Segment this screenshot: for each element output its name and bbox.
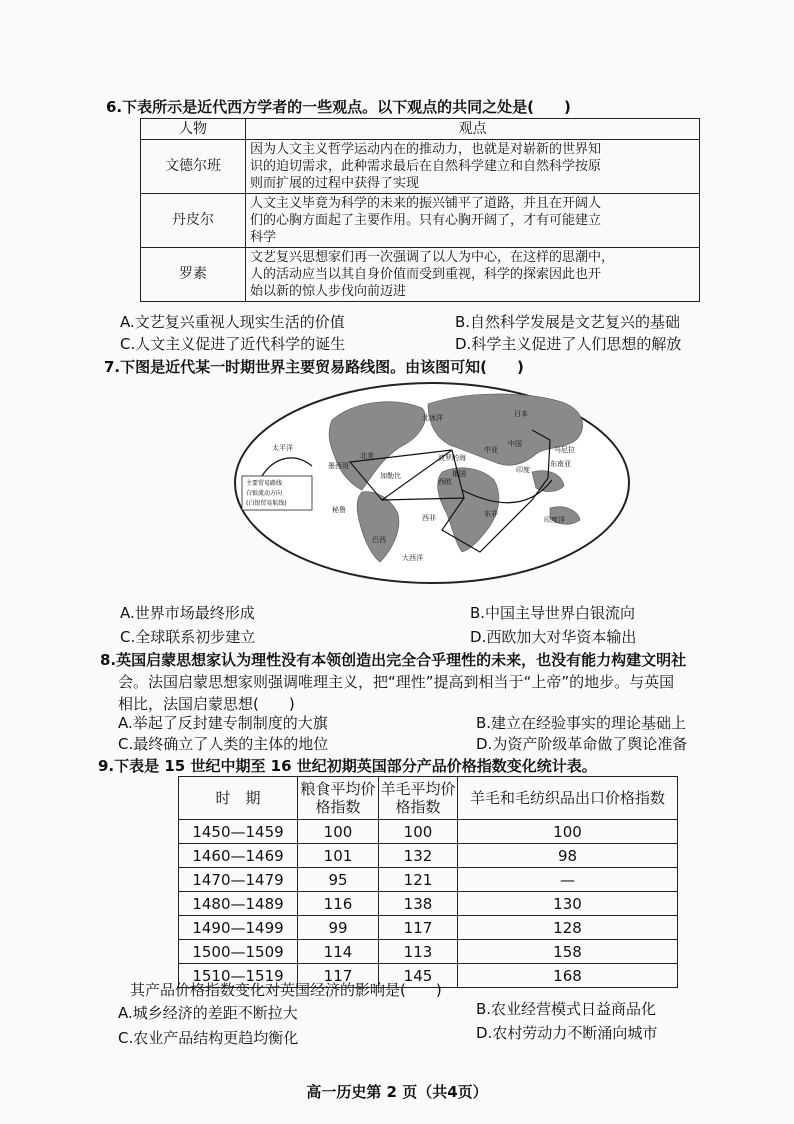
table-row <box>179 892 678 916</box>
map-label: 西欧 <box>438 478 452 486</box>
table-cell: 1510—1519 <box>179 964 298 988</box>
viewpoint-cell <box>246 248 700 302</box>
table-cell: 121 <box>379 868 458 892</box>
table-cell: 1480—1489 <box>179 892 298 916</box>
map-label: 秘鲁 <box>332 506 346 514</box>
map-label: 印度 <box>516 466 530 474</box>
table-cell: 99 <box>298 916 379 940</box>
table-row <box>179 940 678 964</box>
legend-text: 白银流动方向 <box>246 490 283 497</box>
table-cell: 95 <box>298 868 379 892</box>
map-label: 北冰洋 <box>422 414 443 422</box>
q6-option-c[interactable]: C.人文主义促进了近代科学的诞生 <box>120 335 346 353</box>
map-label: 俄国 <box>452 470 466 478</box>
table-cell: 145 <box>379 964 458 988</box>
q9-ask: 其产品价格指数变化对英国经济的影响是( ) <box>130 981 442 999</box>
header-viewpoint: 观点 <box>246 119 700 140</box>
q7-stem: 7.下图是近代某一时期世界主要贸易路线图。由该图可知( ) <box>104 358 524 376</box>
map-label: 巴西 <box>372 536 386 544</box>
table-cell: 1460—1469 <box>179 844 298 868</box>
table-cell: 116 <box>298 892 379 916</box>
table-cell: 100 <box>379 820 458 844</box>
legend-text: (白银贸易航线) <box>246 500 287 507</box>
q6-table <box>140 118 700 302</box>
table-cell: 158 <box>458 940 678 964</box>
viewpoint-line: 始以新的惊人步伐向前迈进 <box>250 284 407 299</box>
header-wool: 羊毛平均价格指数 <box>379 777 458 820</box>
map-label: 加勒比 <box>380 472 401 480</box>
map-label: 印度洋 <box>544 516 565 524</box>
table-cell: 100 <box>298 820 379 844</box>
q9-option-b[interactable]: B.农业经营模式日益商品化 <box>476 1000 657 1018</box>
table-row <box>179 916 678 940</box>
table-cell: — <box>458 868 678 892</box>
viewpoint-line: 科学 <box>250 230 277 245</box>
q8-option-a[interactable]: A.举起了反封建专制制度的大旗 <box>118 714 328 732</box>
table-cell: 1470—1479 <box>179 868 298 892</box>
q9-table <box>178 776 678 988</box>
map-label: 墨西哥 <box>328 462 349 470</box>
q8-option-d[interactable]: D.为资产阶级革命做了舆论准备 <box>476 735 688 753</box>
table-cell: 168 <box>458 964 678 988</box>
table-row <box>179 868 678 892</box>
viewpoint-line: 人文主义毕竟为科学的未来的振兴铺平了道路，并且在开阔人 <box>250 196 602 211</box>
table-cell: 128 <box>458 916 678 940</box>
map-label: 北美 <box>360 452 374 460</box>
table-cell: 1490—1499 <box>179 916 298 940</box>
table-row <box>141 194 700 248</box>
table-row <box>179 820 678 844</box>
q9-option-c[interactable]: C.农业产品结构更趋均衡化 <box>118 1029 299 1047</box>
map-label: 波罗的海 <box>438 454 466 462</box>
q7-option-d[interactable]: D.西欧加大对华资本输出 <box>470 628 637 646</box>
q6-option-d[interactable]: D.科学主义促进了人们思想的解放 <box>455 335 682 353</box>
viewpoint-cell <box>246 194 700 248</box>
q7-option-b[interactable]: B.中国主导世界白银流向 <box>470 604 636 622</box>
map-label: 马尼拉 <box>554 446 575 454</box>
table-cell: 117 <box>379 916 458 940</box>
person-name: 罗素 <box>141 248 246 302</box>
map-label: 东南亚 <box>550 460 571 468</box>
map-label: 中亚 <box>484 446 498 454</box>
viewpoint-line: 因为人文主义哲学运动内在的推动力，也就是对崭新的世界知 <box>250 142 602 157</box>
header-export: 羊毛和毛纺织品出口价格指数 <box>458 777 678 820</box>
table-cell: 117 <box>298 964 379 988</box>
table-cell: 138 <box>379 892 458 916</box>
q8-line-2: 会。法国启蒙思想家则强调唯理主义，把“理性”提高到相当于“上帝”的地步。与英国 <box>118 673 675 691</box>
legend-text: 主要贸易路线 <box>246 480 283 487</box>
q8-option-b[interactable]: B.建立在经验事实的理论基础上 <box>476 714 687 732</box>
table-cell: 130 <box>458 892 678 916</box>
q9-stem: 9.下表是 15 世纪中期至 16 世纪初期英国部分产品价格指数变化统计表。 <box>98 757 597 775</box>
table-cell: 101 <box>298 844 379 868</box>
map-label: 日本 <box>514 410 528 418</box>
table-cell: 1450—1459 <box>179 820 298 844</box>
q9-option-a[interactable]: A.城乡经济的差距不断拉大 <box>118 1004 298 1022</box>
header-person: 人物 <box>141 119 246 140</box>
person-name: 丹皮尔 <box>141 194 246 248</box>
trade-route-map <box>232 380 632 586</box>
table-cell: 113 <box>379 940 458 964</box>
q7-option-a[interactable]: A.世界市场最终形成 <box>120 604 255 622</box>
table-row <box>141 140 700 194</box>
viewpoint-line: 则而扩展的过程中获得了实现 <box>250 176 420 191</box>
map-label: 大西洋 <box>402 554 423 562</box>
q8-line-3: 相比，法国启蒙思想( ) <box>118 695 295 713</box>
q7-option-c[interactable]: C.全球联系初步建立 <box>120 628 256 646</box>
header-grain: 粮食平均价格指数 <box>298 777 379 820</box>
header-period: 时 期 <box>179 777 298 820</box>
map-label: 中国 <box>508 440 522 448</box>
q6-stem: 6.下表所示是近代西方学者的一些观点。以下观点的共同之处是( ) <box>106 98 571 116</box>
table-header-row <box>179 777 678 820</box>
map-legend <box>242 476 312 510</box>
table-cell: 132 <box>379 844 458 868</box>
table-cell: 1500—1509 <box>179 940 298 964</box>
q8-option-c[interactable]: C.最终确立了人类的主体的地位 <box>118 735 329 753</box>
table-header-row <box>141 119 700 140</box>
map-label: 西非 <box>422 514 436 522</box>
viewpoint-line: 文艺复兴思想家们再一次强调了以人为中心，在这样的思潮中， <box>250 250 615 265</box>
viewpoint-line: 人的活动应当以其自身价值而受到重视，科学的探索因此也开 <box>250 267 602 282</box>
viewpoint-line: 识的迫切需求，此种需求最后在自然科学建立和自然科学按原 <box>250 159 602 174</box>
table-cell: 98 <box>458 844 678 868</box>
viewpoint-cell <box>246 140 700 194</box>
map-label: 太平洋 <box>272 444 293 452</box>
map-label: 东非 <box>484 510 498 518</box>
table-cell: 100 <box>458 820 678 844</box>
q9-option-d[interactable]: D.农村劳动力不断涌向城市 <box>476 1024 658 1042</box>
page-footer: 高一历史第 2 页（共4页） <box>306 1083 488 1101</box>
table-cell: 114 <box>298 940 379 964</box>
person-name: 文德尔班 <box>141 140 246 194</box>
table-row <box>141 248 700 302</box>
q6-option-a[interactable]: A.文艺复兴重视人现实生活的价值 <box>120 313 345 331</box>
q6-option-b[interactable]: B.自然科学发展是文艺复兴的基础 <box>455 313 681 331</box>
table-row <box>179 844 678 868</box>
viewpoint-line: 们的心胸方面起了主要作用。只有心胸开阔了，才有可能建立 <box>250 213 602 228</box>
q8-line-1: 8.英国启蒙思想家认为理性没有本领创造出完全合乎理性的未来，也没有能力构建文明社 <box>100 651 687 669</box>
